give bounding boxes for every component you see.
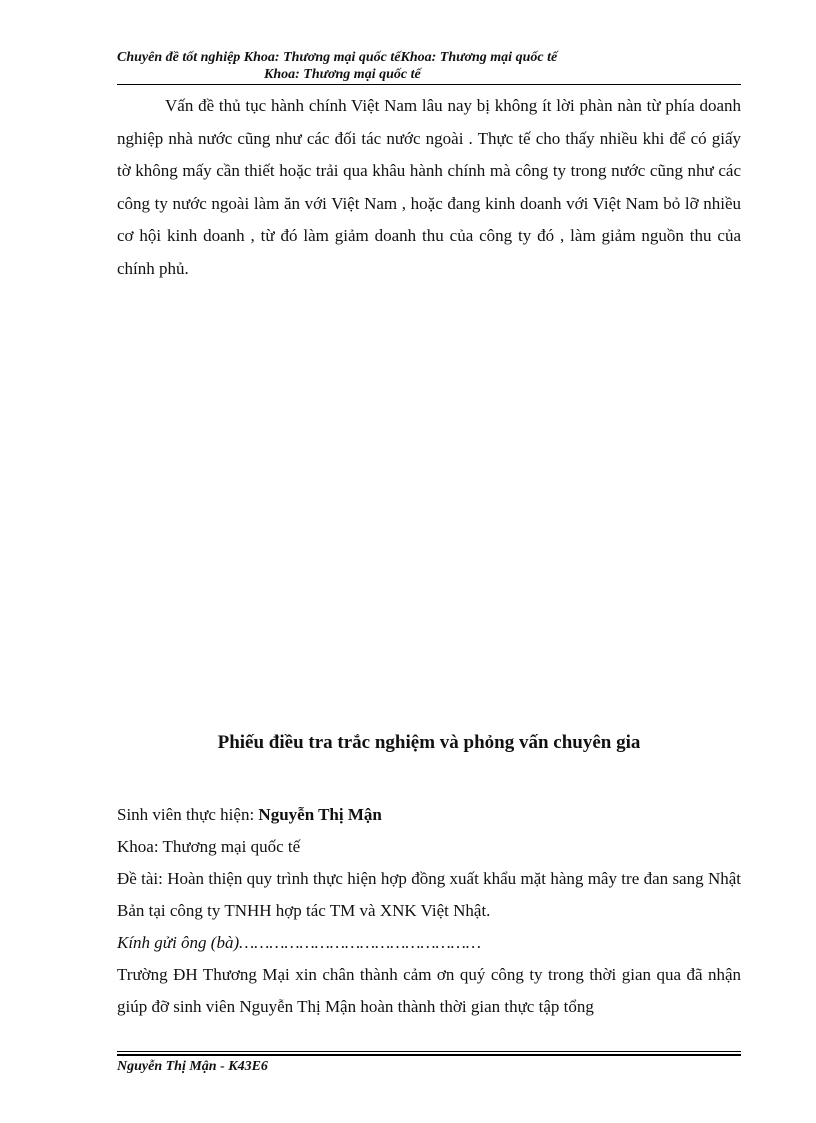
student-row: [117, 799, 741, 831]
footer-divider-thick: [117, 1054, 741, 1056]
header-divider: [117, 84, 741, 85]
page-header: [117, 49, 741, 83]
footer-divider-thin: [117, 1051, 741, 1052]
student-name: Nguyễn Thị Mận: [258, 805, 382, 824]
topic-row: Đề tài: Hoàn thiện quy trình thực hiện hợp đồng xuất khẩu mặt hàng mây tre đan sang Nhật Bản tại công ty TNHH hợp tác TM và XNK Việt Nhật.: [117, 869, 741, 920]
student-label: Sinh viên thực hiện:: [117, 805, 255, 824]
survey-title: Phiếu điều tra trắc nghiệm và phỏng vấn chuyên gia: [217, 732, 641, 753]
body-paragraph: Vấn đề thủ tục hành chính Việt Nam lâu nay bị không ít lời phàn nàn từ phía doanh nghiệp nhà nước cũng như các đối tác nước ngoài . Thực tế cho thấy nhiều khi để có giấy tờ không mấy cần thiết hoặc trải qua khâu hành chính mà công ty trong nước cũng như các công ty nước ngoài làm ăn với Việt Nam , hoặc đang kinh doanh với Việt Nam bỏ lỡ nhiều cơ hội kinh doanh , từ đó làm giảm doanh thu của công ty đó , làm giảm nguồn thu của chính phủ.: [117, 96, 741, 278]
survey-section: [117, 799, 741, 1023]
faculty-row: Khoa: Thương mại quốc tế: [117, 837, 301, 856]
header-line-2: Khoa: Thương mại quốc tế: [264, 67, 421, 82]
header-line-1: Chuyên đề tốt nghiệp Khoa: Thương mại quốc tếKhoa: Thương mại quốc tế: [117, 50, 558, 65]
intro-row: Trường ĐH Thương Mại xin chân thành cảm ơn quý công ty trong thời gian qua đã nhận giúp đỡ sinh viên Nguyễn Thị Mận hoàn thành thời gian thực tập tổng: [117, 965, 741, 1016]
greeting-row: Kính gửi ông (bà)…………………………………………: [117, 933, 481, 952]
page-footer: Nguyễn Thị Mận - K43E6: [117, 1059, 268, 1074]
